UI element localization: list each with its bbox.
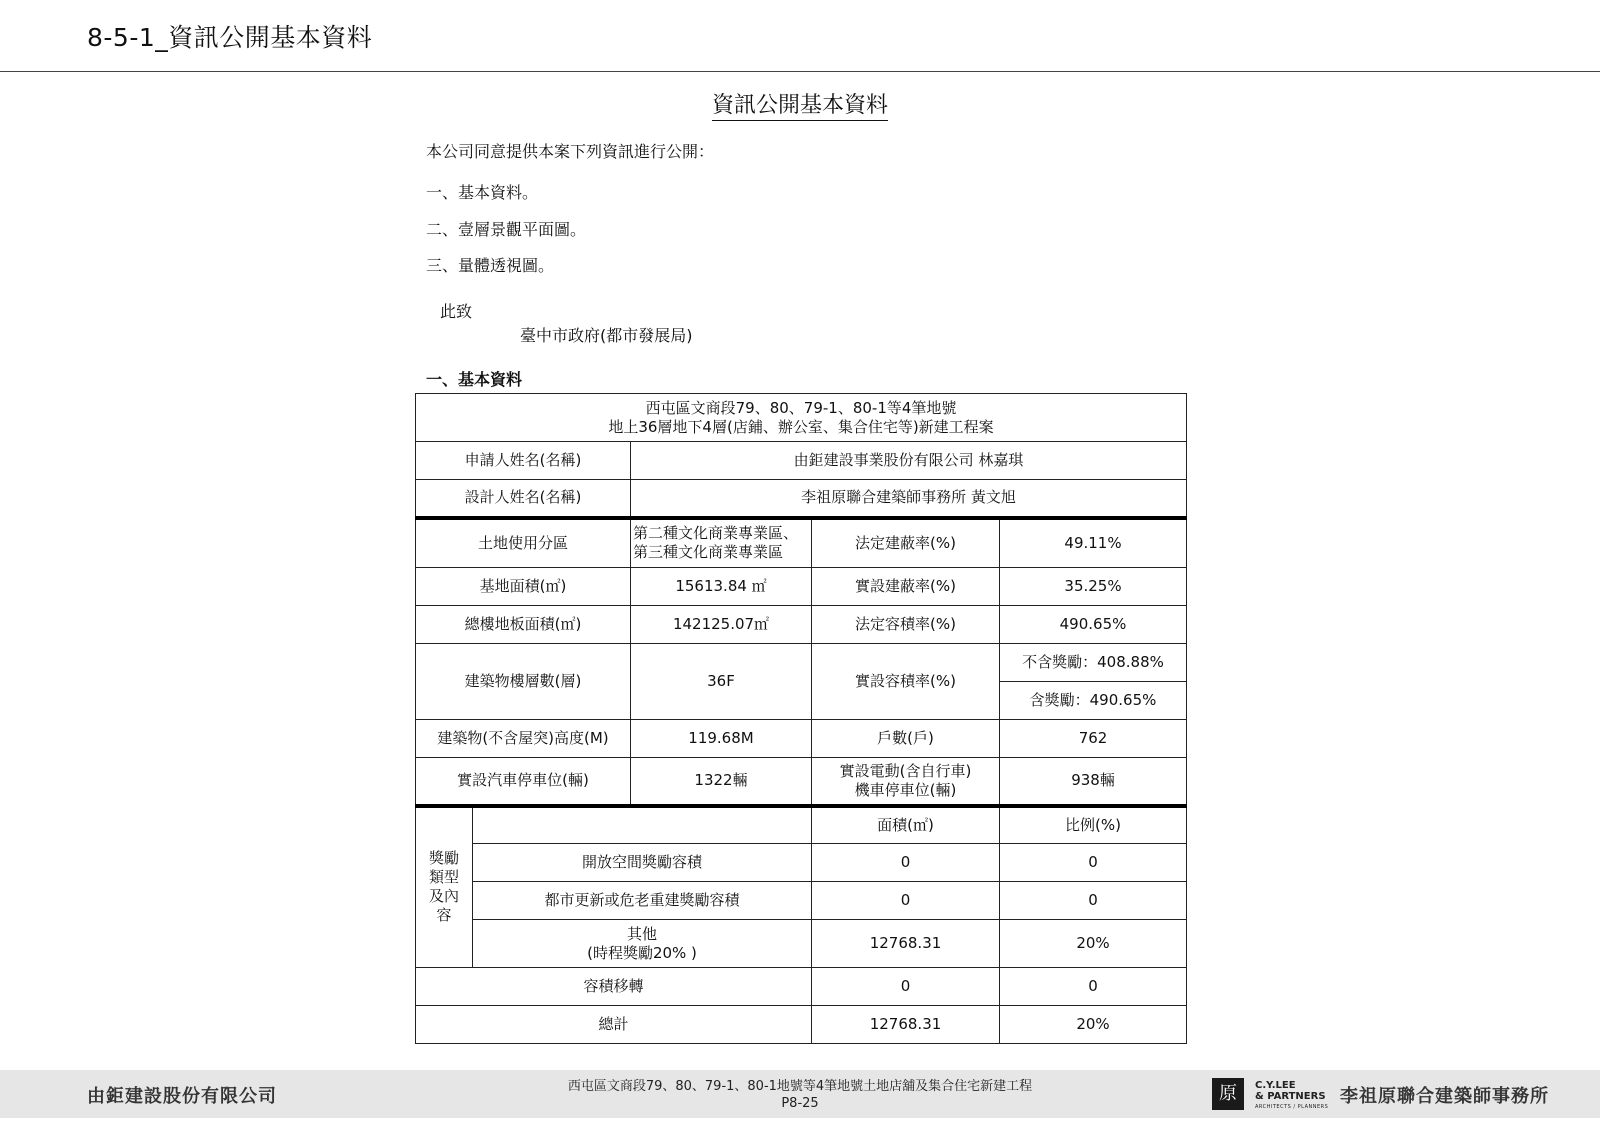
height-value: 119.68M xyxy=(631,720,812,758)
parking-moto-line: 實設電動(含自行車) xyxy=(839,761,972,780)
legal-coverage-label: 法定建蔽率(%) xyxy=(812,518,1000,568)
zoning-line: 第三種文化商業專業區 xyxy=(633,543,784,562)
bonus-side-line: 獎勵 xyxy=(428,849,459,868)
brand-line: & PARTNERS xyxy=(1255,1091,1326,1102)
brand-tagline: ARCHITECTS / PLANNERS xyxy=(1255,1104,1329,1110)
open-space-area: 0 xyxy=(812,844,1000,882)
floor-area-value: 142125.07㎡ xyxy=(631,606,812,644)
recipient: 臺中市政府(都市發展局) xyxy=(520,326,693,345)
site-area-label: 基地面積(㎡) xyxy=(416,568,631,606)
actual-coverage-value: 35.25% xyxy=(1000,568,1187,606)
parking-moto-line: 機車停車位(輛) xyxy=(854,780,957,799)
basic-info-table xyxy=(415,393,1187,1044)
legal-far-label: 法定容積率(%) xyxy=(812,606,1000,644)
height-label: 建築物(不含屋突)高度(M) xyxy=(416,720,631,758)
footer-page-number: P8-25 xyxy=(781,1096,819,1111)
designer-label: 設計人姓名(名稱) xyxy=(416,480,631,518)
header-divider xyxy=(0,71,1600,72)
table-title-line: 西屯區文商段79、80、79-1、80-1等4筆地號 xyxy=(645,398,957,417)
zoning-value xyxy=(631,518,812,568)
bonus-side-label xyxy=(416,806,473,968)
parking-moto-label xyxy=(812,758,1000,806)
bonus-header-blank xyxy=(473,806,812,844)
list-item: 三、量體透視圖。 xyxy=(426,256,555,275)
open-space-label: 開放空間獎勵容積 xyxy=(473,844,812,882)
footer-company: 由鉅建設股份有限公司 xyxy=(87,1086,277,1107)
transfer-ratio: 0 xyxy=(1000,968,1187,1006)
section-heading: 一、基本資料 xyxy=(426,370,523,389)
architect-brand xyxy=(1255,1080,1328,1113)
other-bonus-area: 12768.31 xyxy=(812,920,1000,968)
bonus-side-line: 容 xyxy=(436,906,452,925)
actual-far-label: 實設容積率(%) xyxy=(812,644,1000,720)
parking-car-value: 1322輛 xyxy=(631,758,812,806)
designer-value: 李祖原聯合建築師事務所 黃文旭 xyxy=(631,480,1187,518)
other-bonus-ratio: 20% xyxy=(1000,920,1187,968)
col-area-header: 面積(㎡) xyxy=(812,806,1000,844)
applicant-label: 申請人姓名(名稱) xyxy=(416,442,631,480)
zoning-label: 土地使用分區 xyxy=(416,518,631,568)
table-title xyxy=(416,394,1187,442)
floor-area-label: 總樓地板面積(㎡) xyxy=(416,606,631,644)
footer-architect: 李祖原聯合建築師事務所 xyxy=(1340,1086,1549,1107)
col-ratio-header: 比例(%) xyxy=(1000,806,1187,844)
intro-text: 本公司同意提供本案下列資訊進行公開： xyxy=(426,142,715,161)
brand-line: C.Y.LEE xyxy=(1255,1080,1296,1091)
applicant-value: 由鉅建設事業股份有限公司 林嘉琪 xyxy=(631,442,1187,480)
urban-renewal-area: 0 xyxy=(812,882,1000,920)
parking-car-label: 實設汽車停車位(輛) xyxy=(416,758,631,806)
parking-moto-value: 938輛 xyxy=(1000,758,1187,806)
architect-logo-icon: 原 xyxy=(1212,1078,1244,1110)
document-title xyxy=(0,88,1600,119)
zoning-line: 第二種文化商業專業區、 xyxy=(633,524,799,543)
units-value: 762 xyxy=(1000,720,1187,758)
total-ratio: 20% xyxy=(1000,1006,1187,1044)
units-label: 戶數(戶) xyxy=(812,720,1000,758)
actual-far-with-bonus: 含獎勵：490.65% xyxy=(1000,682,1187,720)
site-area-value: 15613.84 ㎡ xyxy=(631,568,812,606)
page-footer xyxy=(0,1070,1600,1118)
floors-label: 建築物樓層數(層) xyxy=(416,644,631,720)
actual-coverage-label: 實設建蔽率(%) xyxy=(812,568,1000,606)
other-bonus-line: (時程獎勵20% ) xyxy=(587,943,697,962)
other-bonus-line: 其他 xyxy=(626,924,657,943)
urban-renewal-ratio: 0 xyxy=(1000,882,1187,920)
page-header-title: 8-5-1_資訊公開基本資料 xyxy=(87,23,373,52)
legal-coverage-value: 49.11% xyxy=(1000,518,1187,568)
transfer-area: 0 xyxy=(812,968,1000,1006)
legal-far-value: 490.65% xyxy=(1000,606,1187,644)
actual-far-no-bonus: 不含獎勵：408.88% xyxy=(1000,644,1187,682)
bonus-side-line: 類型 xyxy=(428,868,459,887)
other-bonus-label xyxy=(473,920,812,968)
total-area: 12768.31 xyxy=(812,1006,1000,1044)
bonus-side-line: 及內 xyxy=(428,887,459,906)
table-title-line: 地上36層地下4層(店鋪、辦公室、集合住宅等)新建工程案 xyxy=(608,417,994,436)
document-title-text: 資訊公開基本資料 xyxy=(712,93,888,121)
floors-value: 36F xyxy=(631,644,812,720)
list-item: 二、壹層景觀平面圖。 xyxy=(426,220,587,239)
open-space-ratio: 0 xyxy=(1000,844,1187,882)
total-label: 總計 xyxy=(416,1006,812,1044)
salutation: 此致 xyxy=(440,302,473,321)
list-item: 一、基本資料。 xyxy=(426,183,539,202)
urban-renewal-label: 都市更新或危老重建獎勵容積 xyxy=(473,882,812,920)
transfer-label: 容積移轉 xyxy=(416,968,812,1006)
footer-project-title: 西屯區文商段79、80、79-1、80-1地號等4筆地號土地店舖及集合住宅新建工程 xyxy=(567,1079,1033,1094)
